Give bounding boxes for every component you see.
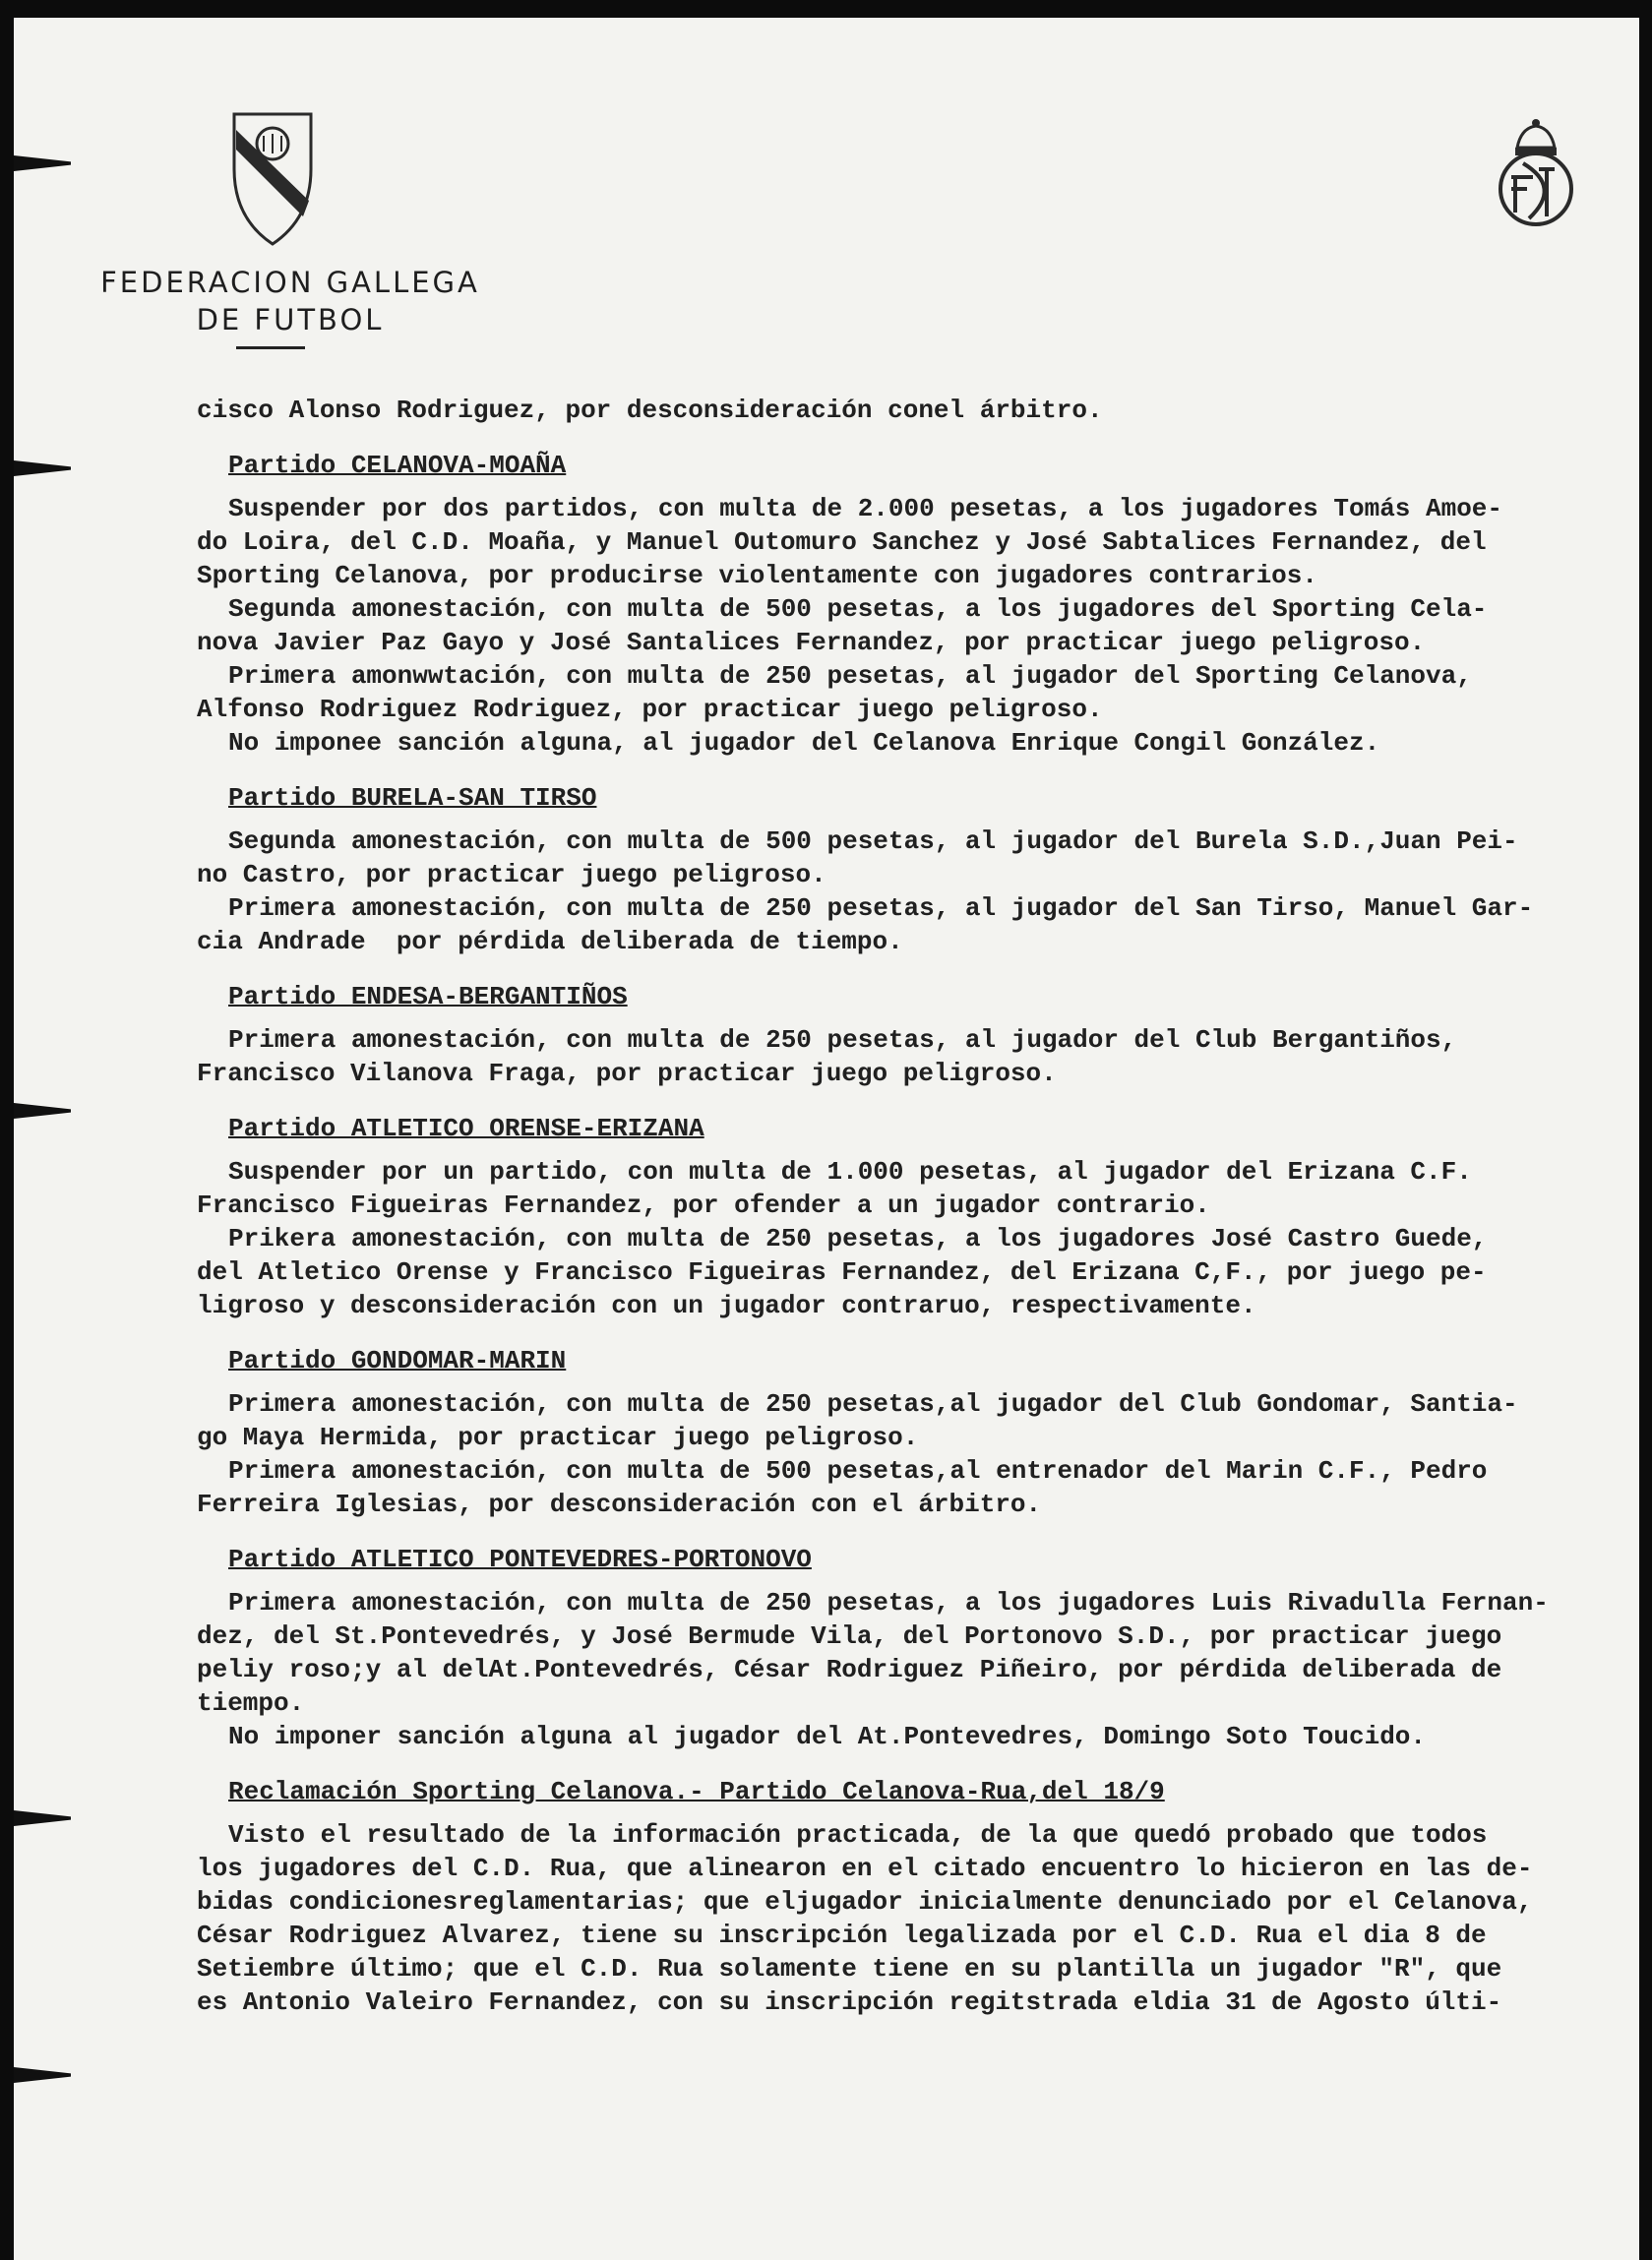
paragraph-line: del Atletico Orense y Francisco Figueiras Fernandez, del Erizana C,F., por juego pe-: [197, 1257, 1487, 1287]
paragraph-line: Segunda amonestación, con multa de 500 pesetas, al jugador del Burela S.D.,Juan Pei-: [228, 826, 1518, 856]
section-heading: Partido ATLETICO ORENSE-ERIZANA: [228, 1114, 704, 1143]
federation-name: [59, 264, 521, 338]
punch-hole-mark: [14, 2067, 71, 2083]
paragraph-line: Prikera amonestación, con multa de 250 pesetas, a los jugadores José Castro Guede,: [228, 1224, 1488, 1253]
paragraph-line: No imponee sanción alguna, al jugador del Celanova Enrique Congil González.: [228, 728, 1380, 758]
paragraph-line: Primera amonestación, con multa de 500 pesetas,al entrenador del Marin C.F., Pedro: [228, 1456, 1488, 1486]
paragraph-line: Sporting Celanova, por producirse violentamente con jugadores contrarios.: [197, 561, 1317, 590]
punch-hole-mark: [14, 155, 71, 171]
document-body: [197, 394, 1604, 2019]
crown-emblem-logo: [1494, 118, 1578, 228]
header-divider: [236, 346, 305, 349]
paragraph-line: los jugadores del C.D. Rua, que alinearon en el citado encuentro lo hicieron en las de-: [197, 1854, 1533, 1883]
paragraph-line: No imponer sanción alguna al jugador del At.Pontevedres, Domingo Soto Toucido.: [228, 1722, 1426, 1751]
section-heading: Partido BURELA-SAN TIRSO: [228, 783, 597, 813]
paragraph-line: Segunda amonestación, con multa de 500 pesetas, a los jugadores del Sporting Cela-: [228, 594, 1488, 624]
paragraph-line: dez, del St.Pontevedrés, y José Bermude Vila, del Portonovo S.D., por practicar juego: [197, 1621, 1502, 1651]
paragraph-line: peliy roso;y al delAt.Pontevedrés, César Rodriguez Piñeiro, por pérdida deliberada de: [197, 1655, 1502, 1684]
paragraph-line: Setiembre último; que el C.D. Rua solamente tiene en su plantilla un jugador "R", que: [197, 1954, 1502, 1984]
paragraph-line: es Antonio Valeiro Fernandez, con su inscripción regitstrada eldia 31 de Agosto últi-: [197, 1987, 1502, 2017]
federation-shield-logo: [228, 110, 317, 248]
section-heading: Partido CELANOVA-MOAÑA: [228, 451, 567, 480]
paragraph-line: Francisco Figueiras Fernandez, por ofender a un jugador contrario.: [197, 1191, 1210, 1220]
punch-hole-mark: [14, 460, 71, 476]
org-line-1: FEDERACION GALLEGA: [100, 266, 480, 299]
paragraph-line: nova Javier Paz Gayo y José Santalices Fernandez, por practicar juego peligroso.: [197, 628, 1426, 657]
paragraph-line: Ferreira Iglesias, por desconsideración con el árbitro.: [197, 1490, 1042, 1519]
paragraph-line: ligroso y desconsideración con un jugador contraruo, respectivamente.: [197, 1291, 1256, 1320]
intro-line: cisco Alonso Rodriguez, por desconsideración conel árbitro.: [197, 396, 1103, 425]
paragraph-line: go Maya Hermida, por practicar juego peligroso.: [197, 1423, 919, 1452]
punch-hole-mark: [14, 1810, 71, 1826]
paragraph-line: Suspender por dos partidos, con multa de 2.000 pesetas, a los jugadores Tomás Amoe-: [228, 494, 1503, 523]
org-line-2: DE FUTBOL: [196, 303, 385, 336]
paragraph-line: do Loira, del C.D. Moaña, y Manuel Outomuro Sanchez y José Sabtalices Fernandez, del: [197, 527, 1487, 557]
section-heading: Reclamación Sporting Celanova.- Partido Celanova-Rua,del 18/9: [228, 1777, 1165, 1806]
paragraph-line: Suspender por un partido, con multa de 1.000 pesetas, al jugador del Erizana C.F.: [228, 1157, 1472, 1187]
paragraph-line: Francisco Vilanova Fraga, por practicar juego peligroso.: [197, 1059, 1057, 1088]
section-heading: Partido ENDESA-BERGANTIÑOS: [228, 982, 628, 1011]
paragraph-line: Primera amonestación, con multa de 250 pesetas, al jugador del San Tirso, Manuel Gar-: [228, 893, 1534, 923]
paragraph-line: Primera amonwwtación, con multa de 250 pesetas, al jugador del Sporting Celanova,: [228, 661, 1472, 691]
paragraph-line: Primera amonestación, con multa de 250 pesetas,al jugador del Club Gondomar, Santia-: [228, 1389, 1518, 1419]
paragraph-line: Alfonso Rodriguez Rodriguez, por practicar juego peligroso.: [197, 695, 1103, 724]
paragraph-line: bidas condicionesreglamentarias; que eljugador inicialmente denunciado por el Celanova,: [197, 1887, 1533, 1917]
section-heading: Partido ATLETICO PONTEVEDRES-PORTONOVO: [228, 1545, 812, 1574]
paragraph-line: cia Andrade por pérdida deliberada de tiempo.: [197, 927, 903, 956]
paragraph-line: Primera amonestación, con multa de 250 pesetas, al jugador del Club Bergantiños,: [228, 1025, 1457, 1055]
paragraph-line: Visto el resultado de la información practicada, de la que quedó probado que todos: [228, 1820, 1488, 1850]
paragraph-line: Primera amonestación, con multa de 250 pesetas, a los jugadores Luis Rivadulla Fernan-: [228, 1588, 1549, 1618]
paragraph-line: tiempo.: [197, 1688, 305, 1718]
punch-hole-mark: [14, 1103, 71, 1119]
section-heading: Partido GONDOMAR-MARIN: [228, 1346, 567, 1375]
paragraph-line: no Castro, por practicar juego peligroso.: [197, 860, 826, 889]
paragraph-line: César Rodriguez Alvarez, tiene su inscripción legalizada por el C.D. Rua el dia 8 de: [197, 1921, 1487, 1950]
